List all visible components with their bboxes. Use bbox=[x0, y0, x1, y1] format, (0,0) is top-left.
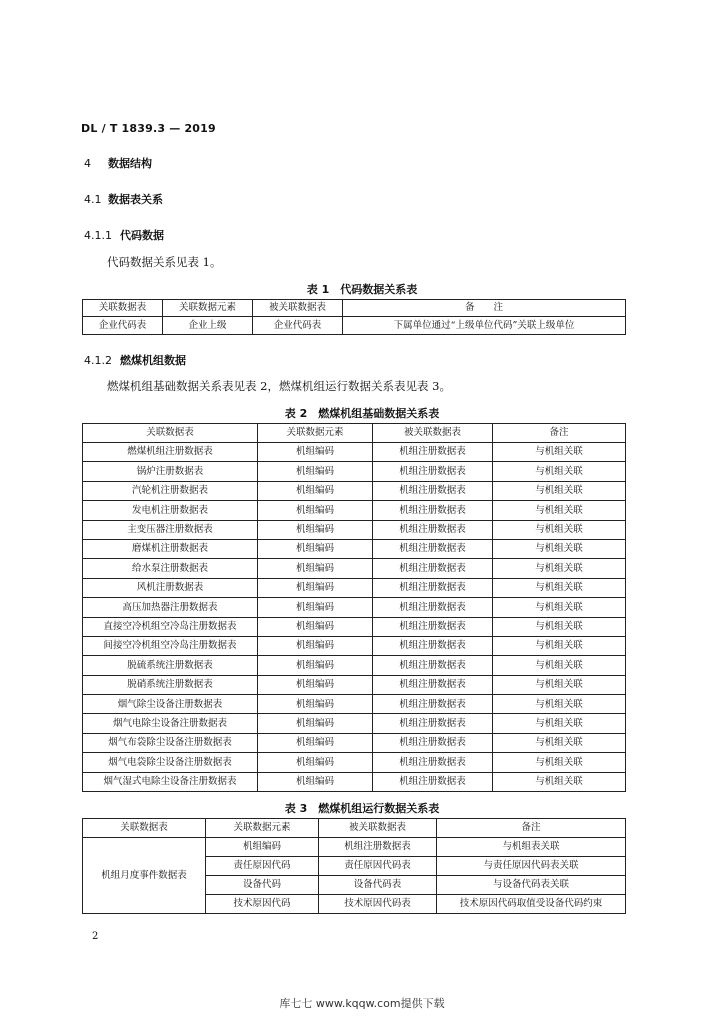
header-cell: 关联数据元素 bbox=[258, 424, 373, 443]
header-cell: 备 注 bbox=[343, 300, 626, 317]
table-cell: 机组注册数据表 bbox=[373, 675, 493, 694]
table-cell: 烟气电除尘设备注册数据表 bbox=[83, 714, 258, 733]
table-cell: 与机组关联 bbox=[493, 714, 626, 733]
table-cell: 与机组关联 bbox=[493, 598, 626, 617]
table-cell: 机组编码 bbox=[258, 675, 373, 694]
header-cell: 关联数据表 bbox=[83, 819, 206, 838]
section-number: 4.1.2 bbox=[84, 354, 112, 367]
table-cell: 机组编码 bbox=[258, 753, 373, 772]
table-cell: 机组编码 bbox=[258, 636, 373, 655]
table-cell: 机组编码 bbox=[258, 501, 373, 520]
table-row bbox=[83, 636, 626, 655]
table-row bbox=[83, 520, 626, 539]
table-cell: 脱硫系统注册数据表 bbox=[83, 656, 258, 675]
table-cell: 机组注册数据表 bbox=[373, 578, 493, 597]
table-cell: 燃煤机组注册数据表 bbox=[83, 443, 258, 462]
table-cell: 机组注册数据表 bbox=[373, 462, 493, 481]
table-cell: 机组注册数据表 bbox=[373, 598, 493, 617]
table-row bbox=[83, 772, 626, 791]
section-title: 燃煤机组数据 bbox=[120, 354, 186, 367]
table-cell: 机组注册数据表 bbox=[373, 520, 493, 539]
table-cell: 与机组关联 bbox=[493, 520, 626, 539]
table-cell: 与机组关联 bbox=[493, 443, 626, 462]
table-cell: 机组编码 bbox=[258, 559, 373, 578]
table-cell: 企业代码表 bbox=[253, 317, 343, 335]
section-4-1-1-heading bbox=[84, 227, 164, 243]
table-cell: 与责任原因代码表关联 bbox=[437, 857, 626, 876]
table-cell: 机组注册数据表 bbox=[373, 772, 493, 791]
table-3 bbox=[82, 818, 626, 914]
table-row bbox=[83, 539, 626, 558]
table-row bbox=[83, 675, 626, 694]
table-cell: 发电机注册数据表 bbox=[83, 501, 258, 520]
table-cell: 机组注册数据表 bbox=[373, 481, 493, 500]
section-title: 数据表关系 bbox=[108, 193, 163, 206]
table-cell: 与机组关联 bbox=[493, 539, 626, 558]
table-cell: 与机组关联 bbox=[493, 733, 626, 752]
table-row bbox=[83, 695, 626, 714]
section-4-1-1-text: 代码数据关系见表 1。 bbox=[107, 255, 222, 269]
section-title: 数据结构 bbox=[108, 157, 152, 170]
table-cell: 烟气除尘设备注册数据表 bbox=[83, 695, 258, 714]
header-cell: 关联数据表 bbox=[83, 424, 258, 443]
table-cell: 烟气湿式电除尘设备注册数据表 bbox=[83, 772, 258, 791]
page-number: 2 bbox=[92, 931, 99, 942]
header-cell: 被关联数据表 bbox=[253, 300, 343, 317]
table-row bbox=[83, 317, 626, 335]
table-row bbox=[83, 462, 626, 481]
table-cell: 企业代码表 bbox=[83, 317, 163, 335]
header-cell: 备注 bbox=[493, 424, 626, 443]
table-cell: 责任原因代码 bbox=[206, 857, 319, 876]
header-cell: 关联数据元素 bbox=[163, 300, 253, 317]
table-cell: 设备代码 bbox=[206, 876, 319, 895]
table-cell: 机组编码 bbox=[258, 617, 373, 636]
table-cell: 与机组关联 bbox=[493, 578, 626, 597]
table-cell: 机组编码 bbox=[258, 443, 373, 462]
table-cell: 与机组关联 bbox=[493, 656, 626, 675]
table-cell: 烟气电袋除尘设备注册数据表 bbox=[83, 753, 258, 772]
table-1 bbox=[82, 299, 626, 335]
table-cell: 技术原因代码 bbox=[206, 895, 319, 914]
table-cell: 与机组表关联 bbox=[437, 838, 626, 857]
download-footer: 库七七 www.kqqw.com提供下载 bbox=[279, 997, 445, 1010]
table-cell: 与机组关联 bbox=[493, 753, 626, 772]
table-row bbox=[83, 501, 626, 520]
table-cell: 机组编码 bbox=[258, 733, 373, 752]
table-cell: 与机组关联 bbox=[493, 559, 626, 578]
table-cell: 汽轮机注册数据表 bbox=[83, 481, 258, 500]
table-cell: 机组编码 bbox=[258, 714, 373, 733]
table-header-row bbox=[83, 819, 626, 838]
header-cell: 被关联数据表 bbox=[319, 819, 437, 838]
table-cell: 机组注册数据表 bbox=[373, 443, 493, 462]
table-cell: 直接空冷机组空冷岛注册数据表 bbox=[83, 617, 258, 636]
table-cell: 机组注册数据表 bbox=[373, 753, 493, 772]
table-cell: 机组编码 bbox=[258, 481, 373, 500]
table-cell: 机组编码 bbox=[206, 838, 319, 857]
table-row bbox=[83, 656, 626, 675]
group-cell: 机组月度事件数据表 bbox=[83, 838, 206, 914]
table-cell: 锅炉注册数据表 bbox=[83, 462, 258, 481]
section-4-heading bbox=[84, 155, 152, 171]
table-cell: 机组注册数据表 bbox=[373, 636, 493, 655]
table-row bbox=[83, 838, 626, 857]
section-number: 4.1.1 bbox=[84, 229, 112, 242]
table-cell: 责任原因代码表 bbox=[319, 857, 437, 876]
table-row bbox=[83, 617, 626, 636]
table-row bbox=[83, 481, 626, 500]
table-cell: 机组注册数据表 bbox=[373, 617, 493, 636]
table-cell: 下属单位通过“上级单位代码”关联上级单位 bbox=[343, 317, 626, 335]
table-cell: 机组注册数据表 bbox=[373, 714, 493, 733]
table-cell: 与机组关联 bbox=[493, 501, 626, 520]
table-cell: 与机组关联 bbox=[493, 772, 626, 791]
table-cell: 与机组关联 bbox=[493, 462, 626, 481]
table-cell: 与机组关联 bbox=[493, 695, 626, 714]
table-cell: 机组注册数据表 bbox=[373, 695, 493, 714]
table-cell: 机组编码 bbox=[258, 462, 373, 481]
section-4-1-heading bbox=[84, 191, 163, 207]
table-cell: 间接空冷机组空冷岛注册数据表 bbox=[83, 636, 258, 655]
table-cell: 机组注册数据表 bbox=[373, 733, 493, 752]
table-cell: 与设备代码表关联 bbox=[437, 876, 626, 895]
table-cell: 技术原因代码取值受设备代码约束 bbox=[437, 895, 626, 914]
header-cell: 备注 bbox=[437, 819, 626, 838]
table-cell: 技术原因代码表 bbox=[319, 895, 437, 914]
table-cell: 企业上级 bbox=[163, 317, 253, 335]
table-row bbox=[83, 559, 626, 578]
table-cell: 与机组关联 bbox=[493, 675, 626, 694]
table-cell: 机组注册数据表 bbox=[373, 559, 493, 578]
table-cell: 磨煤机注册数据表 bbox=[83, 539, 258, 558]
table-cell: 高压加热器注册数据表 bbox=[83, 598, 258, 617]
table-cell: 机组编码 bbox=[258, 598, 373, 617]
table-row bbox=[83, 443, 626, 462]
table-3-caption: 表 3 燃煤机组运行数据关系表 bbox=[284, 802, 440, 815]
table-cell: 机组注册数据表 bbox=[373, 539, 493, 558]
table-cell: 脱硝系统注册数据表 bbox=[83, 675, 258, 694]
header-cell: 关联数据表 bbox=[83, 300, 163, 317]
table-cell: 与机组关联 bbox=[493, 636, 626, 655]
table-cell: 风机注册数据表 bbox=[83, 578, 258, 597]
table-row bbox=[83, 733, 626, 752]
standard-id: DL / T 1839.3 — 2019 bbox=[81, 122, 216, 135]
header-cell: 被关联数据表 bbox=[373, 424, 493, 443]
table-cell: 机组编码 bbox=[258, 695, 373, 714]
table-cell: 与机组关联 bbox=[493, 481, 626, 500]
table-header-row bbox=[83, 300, 626, 317]
table-cell: 机组注册数据表 bbox=[373, 501, 493, 520]
table-cell: 与机组关联 bbox=[493, 617, 626, 636]
table-1-caption: 表 1 代码数据关系表 bbox=[306, 283, 418, 296]
table-header-row bbox=[83, 424, 626, 443]
table-2 bbox=[82, 423, 626, 792]
table-cell: 烟气布袋除尘设备注册数据表 bbox=[83, 733, 258, 752]
table-row bbox=[83, 598, 626, 617]
table-cell: 给水泵注册数据表 bbox=[83, 559, 258, 578]
header-cell: 关联数据元素 bbox=[206, 819, 319, 838]
table-cell: 机组编码 bbox=[258, 656, 373, 675]
section-number: 4.1 bbox=[84, 193, 102, 206]
table-2-caption: 表 2 燃煤机组基础数据关系表 bbox=[284, 407, 440, 420]
table-cell: 机组注册数据表 bbox=[373, 656, 493, 675]
table-row bbox=[83, 714, 626, 733]
table-cell: 机组注册数据表 bbox=[319, 838, 437, 857]
table-cell: 机组编码 bbox=[258, 520, 373, 539]
table-cell: 主变压器注册数据表 bbox=[83, 520, 258, 539]
table-row bbox=[83, 753, 626, 772]
section-title: 代码数据 bbox=[120, 229, 164, 242]
table-cell: 机组编码 bbox=[258, 578, 373, 597]
table-cell: 机组编码 bbox=[258, 772, 373, 791]
table-cell: 设备代码表 bbox=[319, 876, 437, 895]
table-cell: 机组编码 bbox=[258, 539, 373, 558]
section-4-1-2-text: 燃煤机组基础数据关系表见表 2，燃煤机组运行数据关系表见表 3。 bbox=[107, 379, 451, 393]
section-number: 4 bbox=[84, 157, 91, 170]
table-row bbox=[83, 578, 626, 597]
section-4-1-2-heading bbox=[84, 352, 186, 368]
